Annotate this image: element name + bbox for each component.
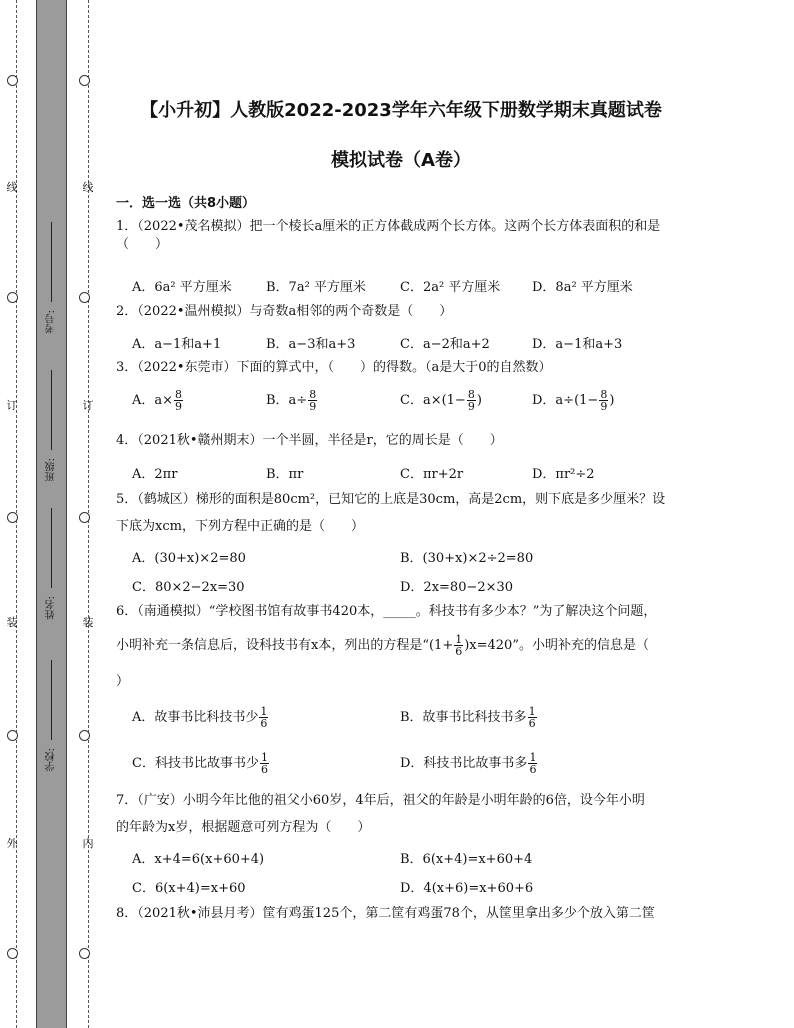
exam-number-label: 考号: bbox=[46, 310, 57, 334]
question-5-stem-line1: 5．（鹤城区）梯形的面积是80cm²，已知它的上底是30cm，高是2cm，则下底是多少厘米？设 bbox=[116, 492, 666, 507]
fraction-numerator: 1 bbox=[528, 705, 536, 718]
option-text: B．故事书比科技书多 bbox=[400, 710, 527, 725]
question-7-stem-line1: 7．（广安）小明今年比他的祖父小60岁，4年后，祖父的年龄是小明年龄的6倍，设今年小明 bbox=[116, 793, 645, 808]
question-6-stem-line2 bbox=[116, 634, 686, 657]
punch-hole bbox=[79, 75, 90, 86]
question-2-option-b[interactable]: B．a−3和a+3 bbox=[266, 337, 356, 352]
fraction-denominator: 6 bbox=[529, 763, 537, 776]
fraction bbox=[259, 706, 268, 729]
fraction-denominator: 6 bbox=[260, 763, 268, 776]
gutter-outer-char: 订 bbox=[6, 399, 18, 412]
punch-hole bbox=[79, 730, 90, 741]
fraction-numerator: 1 bbox=[529, 751, 537, 764]
fraction bbox=[308, 389, 317, 412]
question-7-option-c[interactable]: C．6(x+4)=x+60 bbox=[132, 881, 246, 896]
fraction-denominator: 6 bbox=[528, 717, 536, 730]
page-subtitle: 模拟试卷（A卷） bbox=[331, 150, 471, 171]
punch-hole bbox=[7, 948, 18, 959]
fraction bbox=[599, 389, 608, 412]
fraction-numerator: 1 bbox=[260, 705, 268, 718]
binding-margin bbox=[0, 0, 100, 1028]
school-label: 学校: bbox=[46, 748, 57, 772]
question-6-option-d[interactable] bbox=[400, 752, 538, 775]
question-7-option-b[interactable]: B．6(x+4)=x+60+4 bbox=[400, 852, 533, 867]
fraction-numerator: 1 bbox=[455, 633, 463, 646]
gutter-inner-char: 订 bbox=[82, 399, 94, 412]
question-6-stem-line3: ） bbox=[116, 674, 130, 689]
name-label: 姓名: bbox=[46, 596, 57, 620]
punch-hole bbox=[79, 512, 90, 523]
strip-left-edge bbox=[36, 0, 37, 1028]
page-title: 【小升初】人教版2022-2023学年六年级下册数学期末真题试卷 bbox=[140, 100, 662, 121]
fraction-denominator: 6 bbox=[260, 717, 268, 730]
gutter-outer-char: 外 bbox=[6, 837, 18, 850]
question-7-option-a[interactable]: A．x+4=6(x+60+4) bbox=[132, 852, 265, 867]
punch-hole bbox=[7, 512, 18, 523]
question-5-option-c[interactable]: C．80×2−2x=30 bbox=[132, 580, 245, 595]
question-5-option-b[interactable]: B．(30+x)×2÷2=80 bbox=[400, 551, 534, 566]
question-6-option-a[interactable] bbox=[132, 706, 269, 729]
fraction bbox=[528, 752, 537, 775]
fraction-denominator: 9 bbox=[467, 400, 475, 413]
fraction-denominator: 9 bbox=[175, 400, 183, 413]
fraction-numerator: 8 bbox=[600, 388, 608, 401]
question-5-option-d[interactable]: D．2x=80−2×30 bbox=[400, 580, 514, 595]
stem-text: )x=420”。小明补充的信息是（ bbox=[464, 638, 649, 653]
question-3-option-c[interactable] bbox=[400, 389, 482, 412]
stem-text: 小明补充一条信息后，设科技书有x本，列出的方程是“(1+ bbox=[116, 638, 454, 653]
fraction bbox=[528, 706, 537, 729]
fraction-denominator: 9 bbox=[309, 400, 317, 413]
punch-hole bbox=[7, 730, 18, 741]
close-paren: ) bbox=[476, 393, 482, 408]
class-label: 班级: bbox=[46, 458, 57, 482]
question-4-option-d[interactable]: D．πr²÷2 bbox=[532, 467, 595, 482]
question-1-stem: 1．（2022•茂名模拟）把一个棱长a厘米的正方体截成两个长方体。这两个长方体表面积的和是（ ） bbox=[116, 219, 661, 252]
question-6-stem-line1: 6．（南通模拟）“学校图书馆有故事书420本，_____。科技书有多少本？”为了解决这个问题， bbox=[116, 604, 657, 619]
punch-hole bbox=[79, 948, 90, 959]
question-4-option-a[interactable]: A．2πr bbox=[132, 467, 178, 482]
fraction-numerator: 8 bbox=[175, 388, 183, 401]
question-6-option-c[interactable] bbox=[132, 752, 270, 775]
question-2-stem: 2．（2022•温州模拟）与奇数a相邻的两个奇数是（ ） bbox=[116, 304, 453, 319]
fraction bbox=[467, 389, 476, 412]
question-7-stem-line2: 的年龄为x岁，根据题意可列方程为（ ） bbox=[116, 820, 371, 835]
fraction bbox=[260, 752, 269, 775]
fraction bbox=[174, 389, 183, 412]
fraction-denominator: 6 bbox=[455, 645, 463, 658]
option-text: D．a÷(1− bbox=[532, 393, 599, 408]
school-line[interactable] bbox=[51, 660, 52, 740]
question-4-option-c[interactable]: C．πr+2r bbox=[400, 467, 464, 482]
fraction-numerator: 8 bbox=[467, 388, 475, 401]
option-text: C．科技书比故事书少 bbox=[132, 756, 259, 771]
gutter-outer-char: 装 bbox=[6, 616, 18, 629]
question-2-option-d[interactable]: D．a−1和a+3 bbox=[532, 337, 623, 352]
fraction-denominator: 9 bbox=[600, 400, 608, 413]
fraction-numerator: 8 bbox=[309, 388, 317, 401]
option-text: A．故事书比科技书少 bbox=[132, 710, 259, 725]
close-paren: ) bbox=[609, 393, 615, 408]
strip-right-edge bbox=[66, 0, 67, 1028]
question-5-option-a[interactable]: A．(30+x)×2=80 bbox=[132, 551, 246, 566]
punch-hole bbox=[79, 292, 90, 303]
question-3-option-b[interactable] bbox=[266, 389, 318, 412]
question-4-stem: 4．（2021秋•赣州期末）一个半圆，半径是r，它的周长是（ ） bbox=[116, 433, 503, 448]
gutter-outer-char: 线 bbox=[6, 181, 18, 194]
question-7-option-d[interactable]: D．4(x+6)=x+60+6 bbox=[400, 881, 534, 896]
option-text: A．a× bbox=[132, 393, 174, 408]
question-1-option-c[interactable]: C．2a² 平方厘米 bbox=[400, 280, 501, 295]
question-1-option-a[interactable]: A．6a² 平方厘米 bbox=[132, 280, 232, 295]
question-8-stem: 8．（2021秋•沛县月考）筐有鸡蛋125个，第二筐有鸡蛋78个，从筐里拿出多少个放入第二筐 bbox=[116, 906, 655, 921]
class-line[interactable] bbox=[51, 370, 52, 450]
question-6-option-b[interactable] bbox=[400, 706, 538, 729]
question-1-option-b[interactable]: B．7a² 平方厘米 bbox=[266, 280, 366, 295]
question-4-option-b[interactable]: B．πr bbox=[266, 467, 304, 482]
gutter-inner-char: 装 bbox=[82, 616, 94, 629]
exam-number-line[interactable] bbox=[51, 222, 52, 302]
question-5-stem-line2: 下底为xcm，下列方程中正确的是（ ） bbox=[116, 519, 364, 534]
question-2-option-c[interactable]: C．a−2和a+2 bbox=[400, 337, 490, 352]
punch-hole bbox=[7, 292, 18, 303]
option-text: B．a÷ bbox=[266, 393, 308, 408]
fraction bbox=[454, 634, 463, 657]
gutter-inner-char: 内 bbox=[82, 837, 94, 850]
question-3-option-a[interactable] bbox=[132, 389, 184, 412]
fraction-numerator: 1 bbox=[260, 751, 268, 764]
option-text: D．科技书比故事书多 bbox=[400, 756, 528, 771]
gutter-inner-char: 线 bbox=[82, 181, 94, 194]
punch-hole bbox=[7, 75, 18, 86]
option-text: C．a×(1− bbox=[400, 393, 466, 408]
question-3-option-d[interactable] bbox=[532, 389, 614, 412]
name-line[interactable] bbox=[51, 508, 52, 588]
section-heading: 一．选一选（共8小题） bbox=[116, 196, 256, 211]
question-2-option-a[interactable]: A．a−1和a+1 bbox=[132, 337, 222, 352]
question-3-stem: 3．（2022•东莞市）下面的算式中，（ ）的得数。（a是大于0的自然数） bbox=[116, 360, 552, 375]
question-1-option-d[interactable]: D．8a² 平方厘米 bbox=[532, 280, 633, 295]
